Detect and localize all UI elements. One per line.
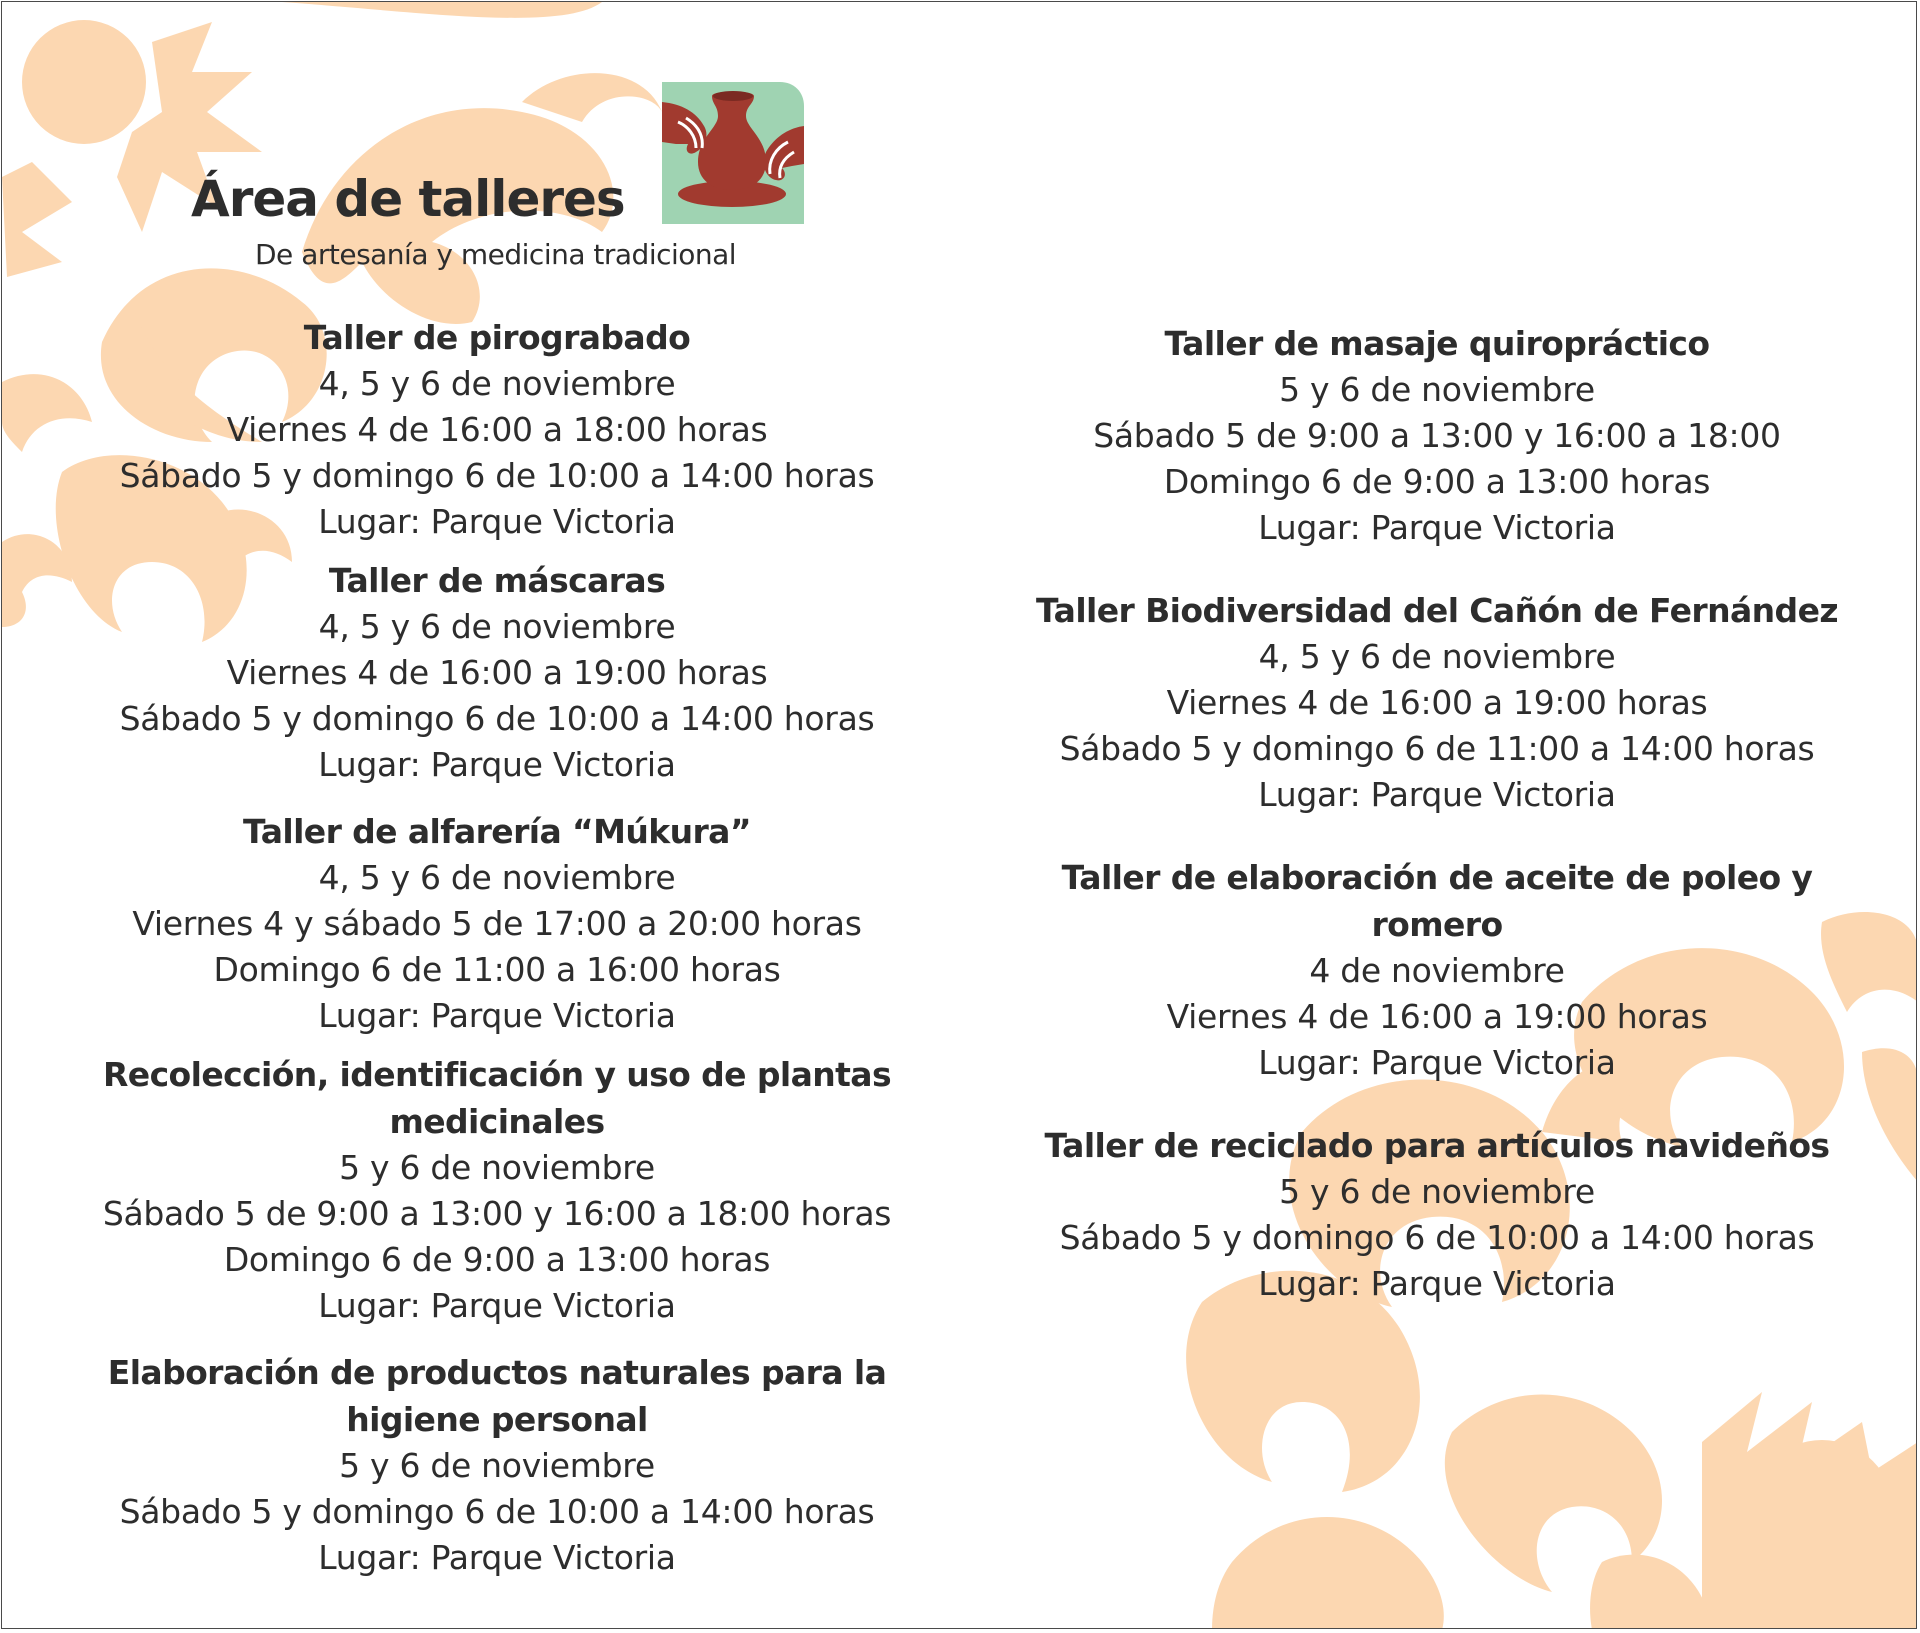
workshop-title: Taller de elaboración de aceite de poleo y romero	[1061, 858, 1813, 944]
workshop-dates: 4, 5 y 6 de noviembre	[318, 858, 676, 897]
workshop-title: Taller de masaje quiropráctico	[1164, 324, 1710, 363]
workshop-schedule: Viernes 4 de 16:00 a 19:00 horas	[1166, 997, 1708, 1036]
workshop-title: Recolección, identificación y uso de plantas medicinales	[102, 1055, 892, 1141]
workshop-mascaras	[42, 557, 952, 788]
workshop-dates: 4, 5 y 6 de noviembre	[1258, 637, 1616, 676]
workshop-schedule: Viernes 4 de 16:00 a 19:00 horas	[1166, 683, 1708, 722]
workshop-pirograbado	[42, 314, 952, 545]
workshop-place: Lugar: Parque Victoria	[318, 1286, 676, 1325]
workshop-biodiversidad	[1002, 587, 1872, 818]
workshop-schedule: Viernes 4 de 16:00 a 19:00 horas	[226, 653, 768, 692]
workshop-schedule: Sábado 5 de 9:00 a 13:00 y 16:00 a 18:00 horas	[102, 1194, 892, 1233]
workshop-schedule: Sábado 5 y domingo 6 de 10:00 a 14:00 horas	[119, 1492, 875, 1531]
workshop-reciclado	[1002, 1122, 1872, 1307]
workshop-title: Taller Biodiversidad del Cañón de Fernández	[1036, 591, 1838, 630]
workshop-dates: 5 y 6 de noviembre	[1279, 1172, 1595, 1211]
workshop-plantas-medicinales	[42, 1051, 952, 1329]
right-workshop-column	[1002, 320, 1872, 1343]
workshop-masaje	[1002, 320, 1872, 551]
workshop-place: Lugar: Parque Victoria	[318, 745, 676, 784]
workshop-productos-naturales	[42, 1349, 952, 1581]
pottery-hands-icon	[662, 82, 804, 224]
workshop-title: Taller de alfarería “Múkura”	[243, 812, 751, 851]
workshop-title: Elaboración de productos naturales para la higiene personal	[107, 1353, 887, 1439]
workshop-schedule: Viernes 4 de 16:00 a 18:00 horas	[226, 410, 768, 449]
page-title: Área de talleres	[191, 170, 625, 228]
workshop-dates: 4, 5 y 6 de noviembre	[318, 364, 676, 403]
workshop-dates: 5 y 6 de noviembre	[1279, 370, 1595, 409]
workshop-schedule: Sábado 5 y domingo 6 de 10:00 a 14:00 horas	[1059, 1218, 1815, 1257]
workshop-place: Lugar: Parque Victoria	[1258, 508, 1616, 547]
workshop-place: Lugar: Parque Victoria	[1258, 1264, 1616, 1303]
workshop-flyer	[1, 1, 1917, 1629]
workshop-schedule: Sábado 5 y domingo 6 de 10:00 a 14:00 horas	[119, 456, 875, 495]
page-subtitle: De artesanía y medicina tradicional	[255, 238, 737, 271]
workshop-place: Lugar: Parque Victoria	[1258, 1043, 1616, 1082]
workshop-place: Lugar: Parque Victoria	[318, 502, 676, 541]
left-workshop-column	[42, 314, 952, 1593]
workshop-place: Lugar: Parque Victoria	[1258, 775, 1616, 814]
workshop-aceite-poleo	[1002, 854, 1872, 1086]
workshop-schedule: Sábado 5 de 9:00 a 13:00 y 16:00 a 18:00	[1093, 416, 1781, 455]
workshop-schedule: Domingo 6 de 9:00 a 13:00 horas	[1163, 462, 1711, 501]
workshop-title: Taller de pirograbado	[303, 318, 691, 357]
workshop-schedule: Viernes 4 y sábado 5 de 17:00 a 20:00 horas	[132, 904, 862, 943]
workshop-place: Lugar: Parque Victoria	[318, 1538, 676, 1577]
workshop-title: Taller de máscaras	[328, 561, 666, 600]
header	[2, 2, 902, 282]
workshop-schedule: Domingo 6 de 9:00 a 13:00 horas	[223, 1240, 771, 1279]
workshop-schedule: Domingo 6 de 11:00 a 16:00 horas	[213, 950, 781, 989]
workshop-schedule: Sábado 5 y domingo 6 de 10:00 a 14:00 horas	[119, 699, 875, 738]
workshop-dates: 5 y 6 de noviembre	[339, 1148, 655, 1187]
workshop-title: Taller de reciclado para artículos navideños	[1044, 1126, 1830, 1165]
workshop-schedule: Sábado 5 y domingo 6 de 11:00 a 14:00 horas	[1059, 729, 1815, 768]
workshop-dates: 4 de noviembre	[1309, 951, 1565, 990]
workshop-place: Lugar: Parque Victoria	[318, 996, 676, 1035]
workshop-dates: 5 y 6 de noviembre	[339, 1446, 655, 1485]
workshop-dates: 4, 5 y 6 de noviembre	[318, 607, 676, 646]
workshop-alfareria	[42, 808, 952, 1039]
